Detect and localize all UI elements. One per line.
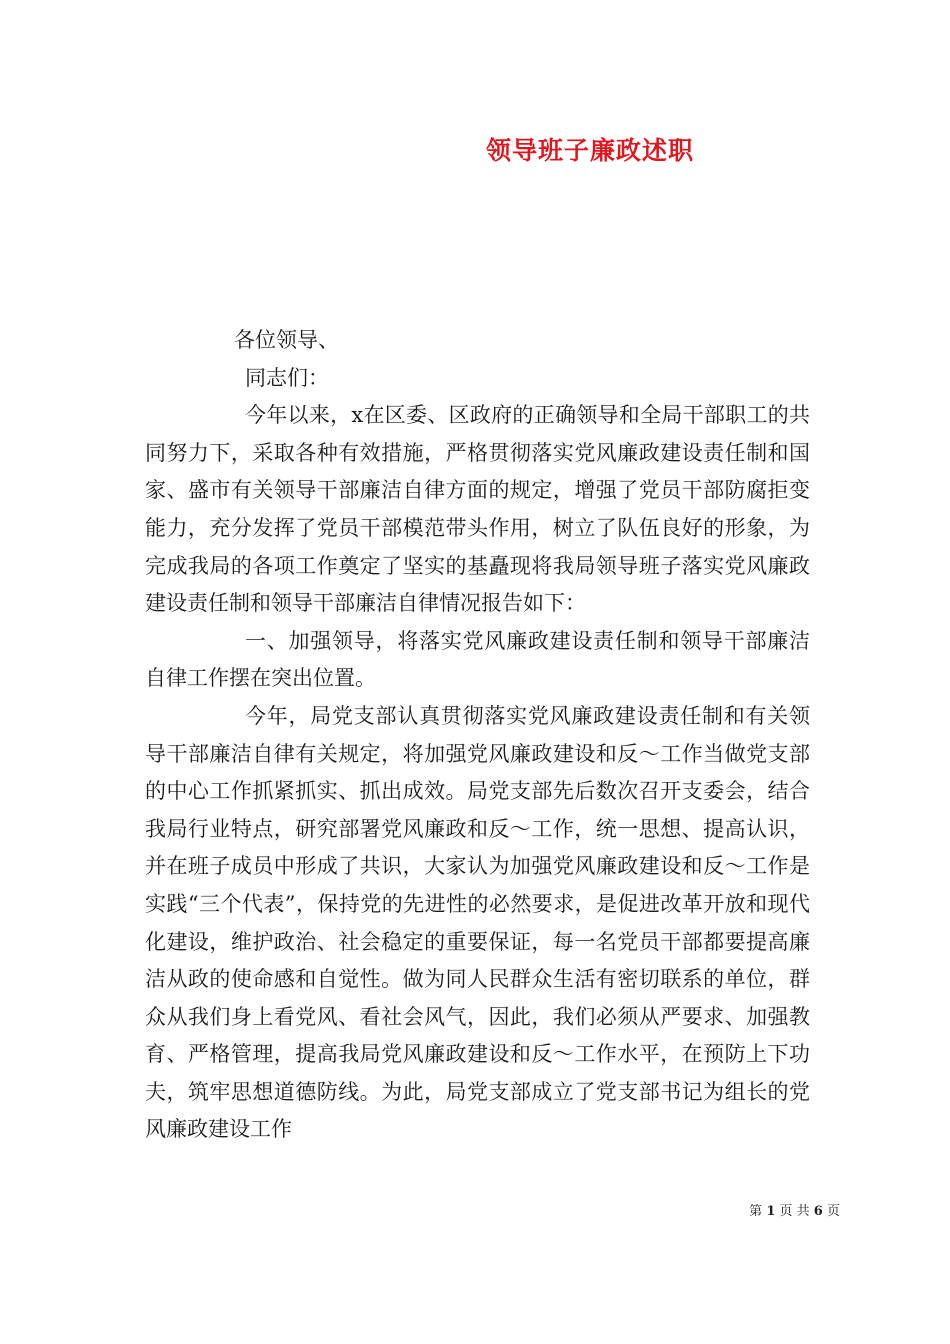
footer-middle: 页 共 xyxy=(779,1204,810,1219)
footer-page-number: 1 xyxy=(766,1204,776,1219)
section-heading-1: 一、加强领导，将落实党风廉政建设责任制和领导干部廉洁自律工作摆在突出位置。 xyxy=(145,628,810,691)
salutation-leaders: 各位领导、 xyxy=(234,328,339,352)
paragraph-intro: 今年以来，x在区委、区政府的正确领导和全局干部职工的共同努力下，采取各种有效措施，严格贯彻落实党风廉政建设责任制和国家、盛市有关领导干部廉洁自律方面的规定，增强了党员干部防腐拒变能力，充分发挥了党员干部模范带头作用，树立了队伍良好的形象，为完成我局的各项工作奠定了坚实的基矗现将我局领导班子落实党风廉政建设责任制和领导干部廉洁自律情况报告如下： xyxy=(145,403,810,616)
page-footer xyxy=(680,1203,840,1221)
document-title: 领导班子廉政述职 xyxy=(485,136,694,165)
document-body xyxy=(145,322,810,1149)
paragraph-section-1: 今年，局党支部认真贯彻落实党风廉政建设责任制和有关领导干部廉洁自律有关规定，将加强党风廉政建设和反～工作当做党支部的中心工作抓紧抓实、抓出成效。局党支部先后数次召开支委会，结合我局行业特点，研究部署党风廉政和反～工作，统一思想、提高认识，并在班子成员中形成了共识，大家认为加强党风廉政建设和反～工作是实践“三个代表”，保持党的先进性的必然要求，是促进改革开放和现代化建设，维护政治、社会稳定的重要保证，每一名党员干部都要提高廉洁从政的使命感和自觉性。做为同人民群众生活有密切联系的单位，群众从我们身上看党风、看社会风气，因此，我们必须从严要求、加强教育、严格管理，提高我局党风廉政建设和反～工作水平，在预防上下功夫，筑牢思想道德防线。为此，局党支部成立了党支部书记为组长的党风廉政建设工作 xyxy=(145,703,810,1142)
salutation-comrades: 同志们： xyxy=(245,365,329,390)
footer-suffix: 页 xyxy=(826,1204,840,1219)
footer-total-pages: 6 xyxy=(813,1204,823,1219)
footer-prefix: 第 xyxy=(749,1204,763,1219)
